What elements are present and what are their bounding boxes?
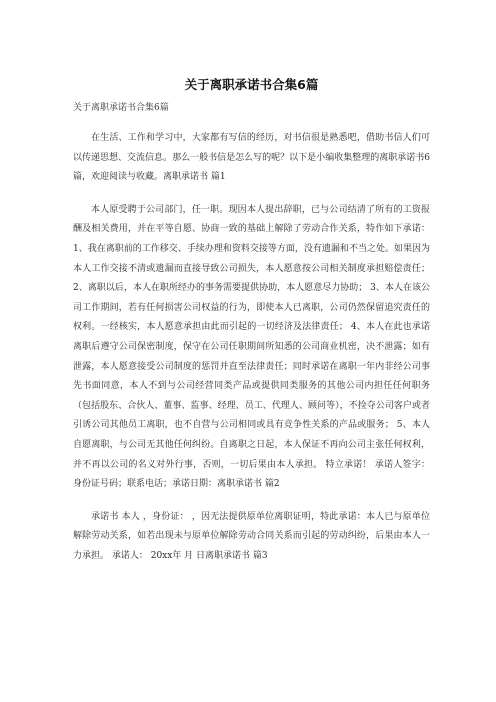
document-subtitle: 关于离职承诺书合集6篇: [73, 103, 169, 113]
paragraph-intro: 在生活、工作和学习中，大家都有写信的经历，对书信很是熟悉吧，借助书信人们可以传递思想、交流信息。那么一般书信是怎么写的呢？以下是小编收集整理的离职承诺书6篇，欢迎阅读与收藏。离职承诺书 篇1: [73, 133, 430, 183]
paragraph-letter-1: 本人原受聘于公司部门，任一职。现因本人提出辞职，已与公司结清了所有的工资报酬及相关费用，并在平等自愿、协商一致的基础上解除了劳动合作关系，特作如下承诺： 1、我在离职前的工作移交、手续办理和资料交接等方面，没有遗漏和不当之处。如果因为本人工作交接不清或遗漏而直接导致公司损失，本人愿意按公司相关制度承担赔偿责任； 2、离职以后，本人在职所经办的事务需要提供协助，本人愿意尽力协助； 3、本人在该公司工作期间，若有任何损害公司权益的行为，即使本人已离职，公司仍然保留追究责任的权利。一经核实，本人愿意承担由此而引起的一切经济及法律责任； 4、本人在此也承诺离职后遵守公司保密制度，保守在公司任职期间所知悉的公司商业机密，决不泄露；如有泄露，本人愿意接受公司制度的惩罚并直至法律责任；同时承诺在离职一年内非经公司事先书面同意，本人不到与公司经营同类产品或提供同类服务的其他公司内担任任何职务（包括股东、合伙人、董事、监事、经理、员工、代理人、顾问等），不捡夺公司客户或者引诱公司其他员工离职，也不自营与公司相同或具有竞争性关系的产品或服务； 5、本人自愿离职，与公司无其他任何纠纷。自离职之日起，本人保证不再向公司主张任何权利，并不再以公司的名义对外行事，否则，一切后果由本人承担。 特立承诺！ 承诺人签字： 身份证号码；联系电话；承诺日期：离职承诺书 篇2: [73, 204, 430, 490]
document-title: 关于离职承诺书合集6篇: [184, 77, 319, 92]
paragraph-letter-2: 承诺书 本人 ，身份证： ，因无法提供原单位离职证明，特此承诺：本人已与原单位解除劳动关系，如若出现未与原单位解除劳动合同关系而引起的劳动纠纷，后果由本人一力承担。 承诺人： 20xx年 月 日离职承诺书 篇3: [73, 511, 430, 561]
